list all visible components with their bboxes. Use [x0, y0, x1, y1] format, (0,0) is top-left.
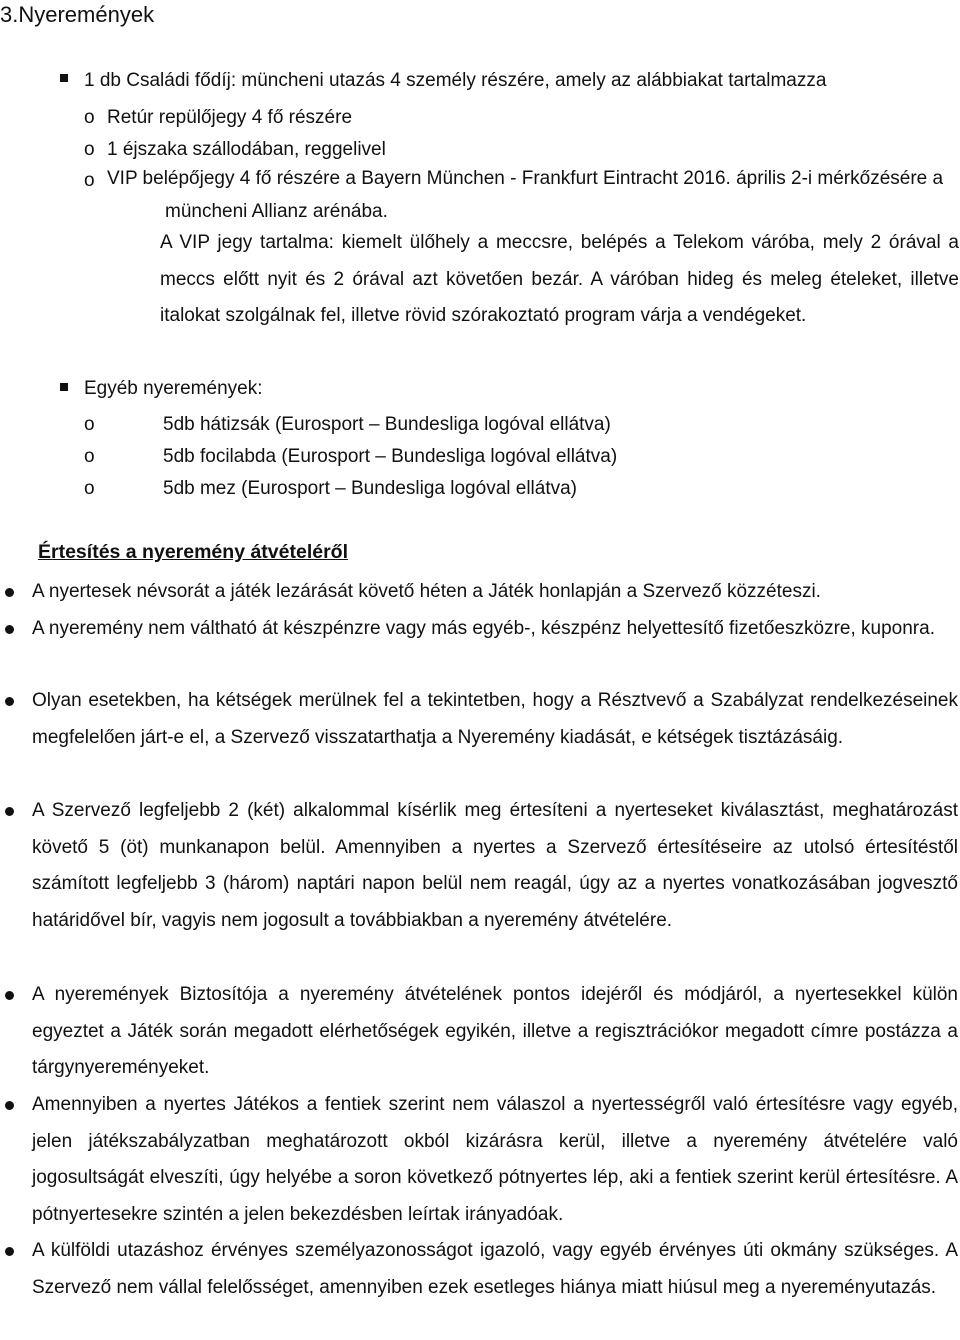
notice-item-6: Amennyiben a nyertes Játékos a fentiek szerint nem válaszol a nyertességről való értesítésre vagy egyéb, jelen játékszabályzatban meghatározott okból kizárásra kerül, illetve a nyeremény átvételére való jogosultságát elveszíti, úgy helyébe a soron következő pótnyertes lép, aki a fentiek szerint kerül értesítésre. A pótnyertesekre szintén a jelen bekezdésben leírtak irányadóak. [32, 1094, 958, 1225]
circle-bullet-icon: o [84, 478, 95, 499]
circle-bullet-icon: o [84, 414, 95, 435]
notice-item-3: Olyan esetekben, ha kétségek merülnek fel a tekintetben, hogy a Résztvevő a Szabályzat rendelkezéseinek megfelelően járt-e el, a Szervező visszatarthatja a Nyeremény kiadását, e kétségek tisztázásáig. [32, 690, 958, 748]
main-item-flight: Retúr repülőjegy 4 fő részére [107, 107, 353, 128]
round-bullet-icon [5, 807, 14, 816]
round-bullet-icon [5, 588, 14, 597]
notice-item-5: A nyeremények Biztosítója a nyeremény átvételének pontos idejéről és módjáról, a nyertesekkel külön egyeztet a Játék során megadott elérhetőségek egyikén, illetve a regisztrációkor megadott címre postázza a tárgynyereményeket. [32, 984, 958, 1078]
circle-bullet-icon: o [84, 107, 95, 128]
circle-bullet-icon: o [84, 446, 95, 467]
section-title: 3.Nyeremények [0, 2, 155, 27]
other-item-backpack: 5db hátizsák (Eurosport – Bundesliga logóval ellátva) [163, 414, 611, 435]
main-item-hotel: 1 éjszaka szállodában, reggelivel [107, 139, 386, 160]
other-item-ball: 5db focilabda (Eurosport – Bundesliga logóval ellátva) [163, 446, 618, 467]
square-bullet-icon [60, 383, 68, 391]
notice-item-1: A nyertesek névsorát a játék lezárását követő héten a Játék honlapján a Szervező közzéteszi. [32, 581, 821, 602]
round-bullet-icon [5, 1247, 14, 1256]
round-bullet-icon [5, 625, 14, 634]
circle-bullet-icon: o [84, 139, 95, 160]
notice-item-7: A külföldi utazáshoz érvényes személyazonosságot igazoló, vagy egyéb érvényes úti okmány szükséges. A Szervező nem vállal felelősséget, amennyiben ezek esetleges hiánya miatt hiúsul meg a nyereményutazás. [32, 1240, 958, 1298]
other-item-jersey: 5db mez (Eurosport – Bundesliga logóval ellátva) [163, 478, 578, 499]
main-prize-text: 1 db Családi fődíj: müncheni utazás 4 személy részére, amely az alábbiakat tartalmazza [84, 70, 827, 91]
notice-item-2: A nyeremény nem váltható át készpénzre vagy más egyéb-, készpénz helyettesítő fizetőeszközre, kuponra. [32, 618, 935, 639]
circle-bullet-icon: o [84, 170, 95, 191]
notice-heading: Értesítés a nyeremény átvételéről [38, 541, 349, 563]
main-item-vip: VIP belépőjegy 4 fő részére a Bayern München - Frankfurt Eintracht 2016. április 2-i mérkőzésére a müncheni Allianz arénába. [107, 168, 944, 222]
notice-item-4: A Szervező legfeljebb 2 (két) alkalommal kísérlik meg értesíteni a nyerteseket kiválasztást, meghatározást követő 5 (öt) munkanapon belül. Amennyiben a nyertes a Szervező értesítéseire az utolsó értesítéstől számított legfeljebb 3 (három) naptári napon belül nem reagál, úgy az a nyertes vonatkozásában jogvesztő határidővel bír, vagyis nem jogosult a továbbiakban a nyeremény átvételére. [32, 800, 958, 931]
vip-description: A VIP jegy tartalma: kiemelt ülőhely a meccsre, belépés a Telekom váróba, mely 2 órával a meccs előtt nyit és 2 órával azt követően bezár. A váróban hideg és meleg ételeket, illetve italokat szolgálnak fel, illetve rövid szórakoztató program várja a vendégeket. [160, 232, 959, 326]
round-bullet-icon [5, 991, 14, 1000]
other-prizes-label: Egyéb nyeremények: [84, 378, 263, 399]
square-bullet-icon [60, 74, 68, 82]
round-bullet-icon [5, 1101, 14, 1110]
round-bullet-icon [5, 697, 14, 706]
